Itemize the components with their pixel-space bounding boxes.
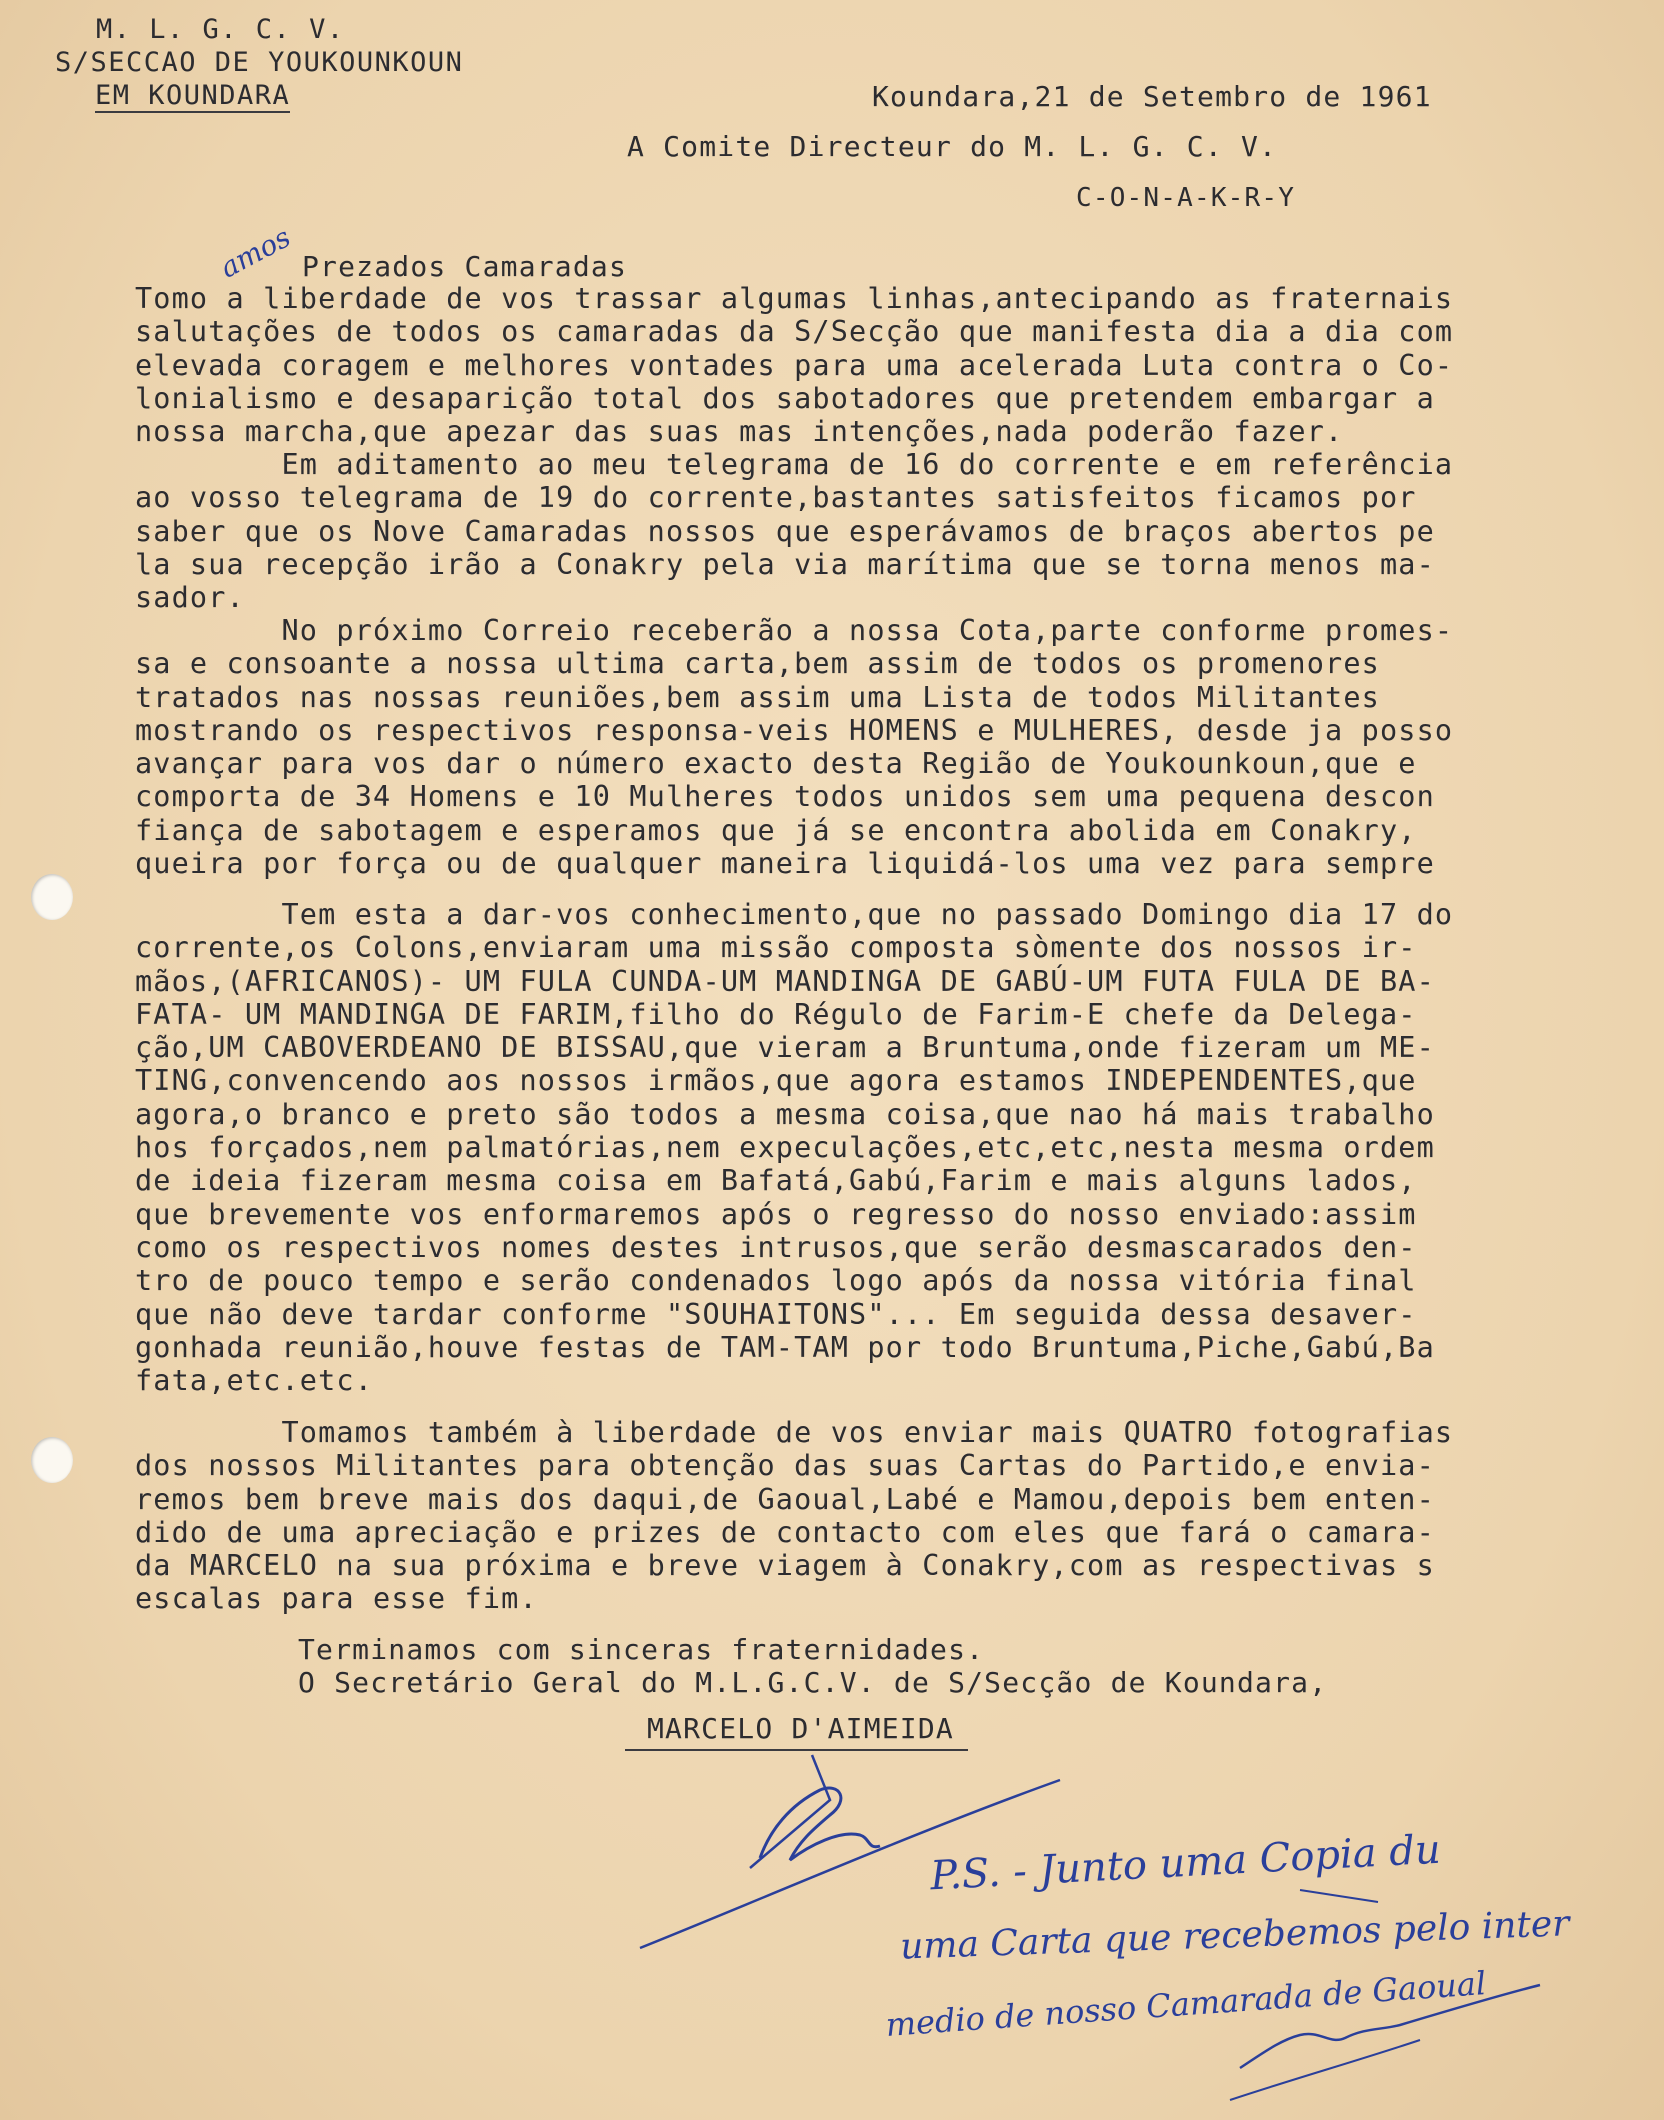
letterhead-line-1: M. L. G. C. V.: [96, 14, 345, 45]
text-line: la sua recepção irão a Conakry pela via marítima que se torna menos ma-: [135, 547, 1435, 581]
text-line: como os respectivos nomes destes intrusos,que serão desmascarados den-: [135, 1230, 1417, 1264]
text-line: saber que os Nove Camaradas nossos que esperávamos de braços abertos pe: [135, 514, 1435, 548]
text-line: ção,UM CABOVERDEANO DE BISSAU,que vieram a Bruntuma,onde fizeram um ME-: [135, 1031, 1435, 1065]
text-line: tro de pouco tempo e serão condenados logo após da nossa vitória final: [135, 1264, 1417, 1298]
text-line: corrente,os Colons,enviaram uma missão composta sòmente dos nossos ir-: [135, 931, 1417, 965]
secretary-line: O Secretário Geral do M.L.G.C.V. de S/Secção de Koundara,: [298, 1666, 1328, 1699]
text-line: de ideia fizeram mesma coisa em Bafatá,Gabú,Farim e mais alguns lados,: [135, 1164, 1417, 1198]
salutation: Prezados Camaradas: [302, 250, 628, 283]
text-line: TING,convencendo aos nossos irmãos,que agora estamos INDEPENDENTES,que: [135, 1064, 1417, 1098]
text-line: que brevemente vos enformaremos após o regresso do nosso enviado:assim: [135, 1197, 1417, 1231]
text-line: Tomo a liberdade de vos trassar algumas linhas,antecipando as fraternais: [135, 282, 1454, 315]
text-line: sador.: [135, 581, 245, 615]
letterhead-line-3: EM KOUNDARA: [95, 80, 291, 111]
text-line: queira por força ou de qualquer maneira liquidá-los uma vez para sempre: [135, 847, 1435, 881]
text-line: dos nossos Militantes para obtenção das suas Cartas do Partido,e envia-: [135, 1449, 1435, 1483]
recipient-city: C-O-N-A-K-R-Y: [1076, 183, 1296, 213]
text-line: sa e consoante a nossa ultima carta,bem assim de todos os promenores: [135, 647, 1380, 681]
text-line: fiança de sabotagem e esperamos que já se encontra abolida em Conakry,: [135, 813, 1417, 847]
text-line: da MARCELO na sua próxima e breve viagem à Conakry,com as respectivas s: [135, 1549, 1435, 1583]
recipient-line: A Comite Directeur do M. L. G. C. V.: [627, 130, 1278, 163]
text-line: No próximo Correio receberão a nossa Cota,parte conforme promes-: [135, 614, 1454, 647]
signatory-name: MARCELO D'AIMEIDA: [625, 1712, 968, 1751]
text-line: lonialismo e desaparição total dos sabotadores que pretendem embargar a: [135, 381, 1435, 415]
text-line: salutações de todos os camaradas da S/Secção que manifesta dia a dia com: [135, 315, 1454, 349]
text-line: Em aditamento ao meu telegrama de 16 do corrente e em referência: [135, 448, 1454, 481]
text-line: tratados nas nossas reuniões,bem assim uma Lista de todos Militantes: [135, 680, 1380, 714]
text-line: remos bem breve mais dos daqui,de Gaoual,Labé e Mamou,depois bem enten-: [135, 1482, 1435, 1516]
text-line: fata,etc.etc.: [135, 1364, 374, 1398]
text-line: mostrando os respectivos responsa-veis HOMENS e MULHERES, desde ja posso: [135, 713, 1454, 747]
text-line: ao vosso telegrama de 19 do corrente,bastantes satisfeitos ficamos por: [135, 481, 1417, 515]
text-line: mãos,(AFRICANOS)- UM FULA CUNDA-UM MANDINGA DE GABÚ-UM FUTA FULA DE BA-: [135, 964, 1435, 998]
letterhead-line-2: S/SECCAO DE YOUKOUNKOUN: [55, 47, 464, 78]
closing-line: Terminamos com sinceras fraternidades.: [298, 1633, 985, 1666]
text-line: dido de uma apreciação e prizes de contacto com eles que fará o camara-: [135, 1515, 1435, 1549]
text-line: gonhada reunião,houve festas de TAM-TAM por todo Bruntuma,Piche,Gabú,Ba: [135, 1330, 1435, 1364]
text-line: escalas para esse fim.: [135, 1582, 538, 1616]
text-line: FATA- UM MANDINGA DE FARIM,filho do Régulo de Farim-E chefe da Delega-: [135, 997, 1417, 1031]
text-line: Tem esta a dar-vos conhecimento,que no passado Domingo dia 17 do: [135, 898, 1454, 931]
text-line: comporta de 34 Homens e 10 Mulheres todos unidos sem uma pequena descon: [135, 780, 1435, 814]
text-line: que não deve tardar conforme "SOUHAITONS"... Em seguida dessa desaver-: [135, 1297, 1417, 1331]
text-line: avançar para vos dar o número exacto desta Região de Youkounkoun,que e: [135, 747, 1417, 781]
text-line: nossa marcha,que apezar das suas mas intenções,nada poderão fazer.: [135, 415, 1344, 449]
text-line: agora,o branco e preto são todos a mesma coisa,que nao há mais trabalho: [135, 1097, 1435, 1131]
text-line: hos forçados,nem palmatórias,nem expeculações,etc,etc,nesta mesma ordem: [135, 1131, 1435, 1165]
postscript-line-3: medio de nosso Camarada de Gaoual: [884, 1964, 1488, 2044]
text-line: elevada coragem e melhores vontades para uma acelerada Luta contra o Co-: [135, 348, 1454, 382]
text-line: Tomamos também à liberdade de vos enviar mais QUATRO fotografias: [135, 1416, 1454, 1449]
date-line: Koundara,21 de Setembro de 1961: [872, 80, 1432, 113]
postscript-line-2: uma Carta que recebemos pelo inter: [899, 1903, 1571, 1968]
postscript-line-1: P.S. - Junto uma Copia du: [929, 1826, 1442, 1900]
handwritten-insert: amos: [214, 220, 296, 285]
